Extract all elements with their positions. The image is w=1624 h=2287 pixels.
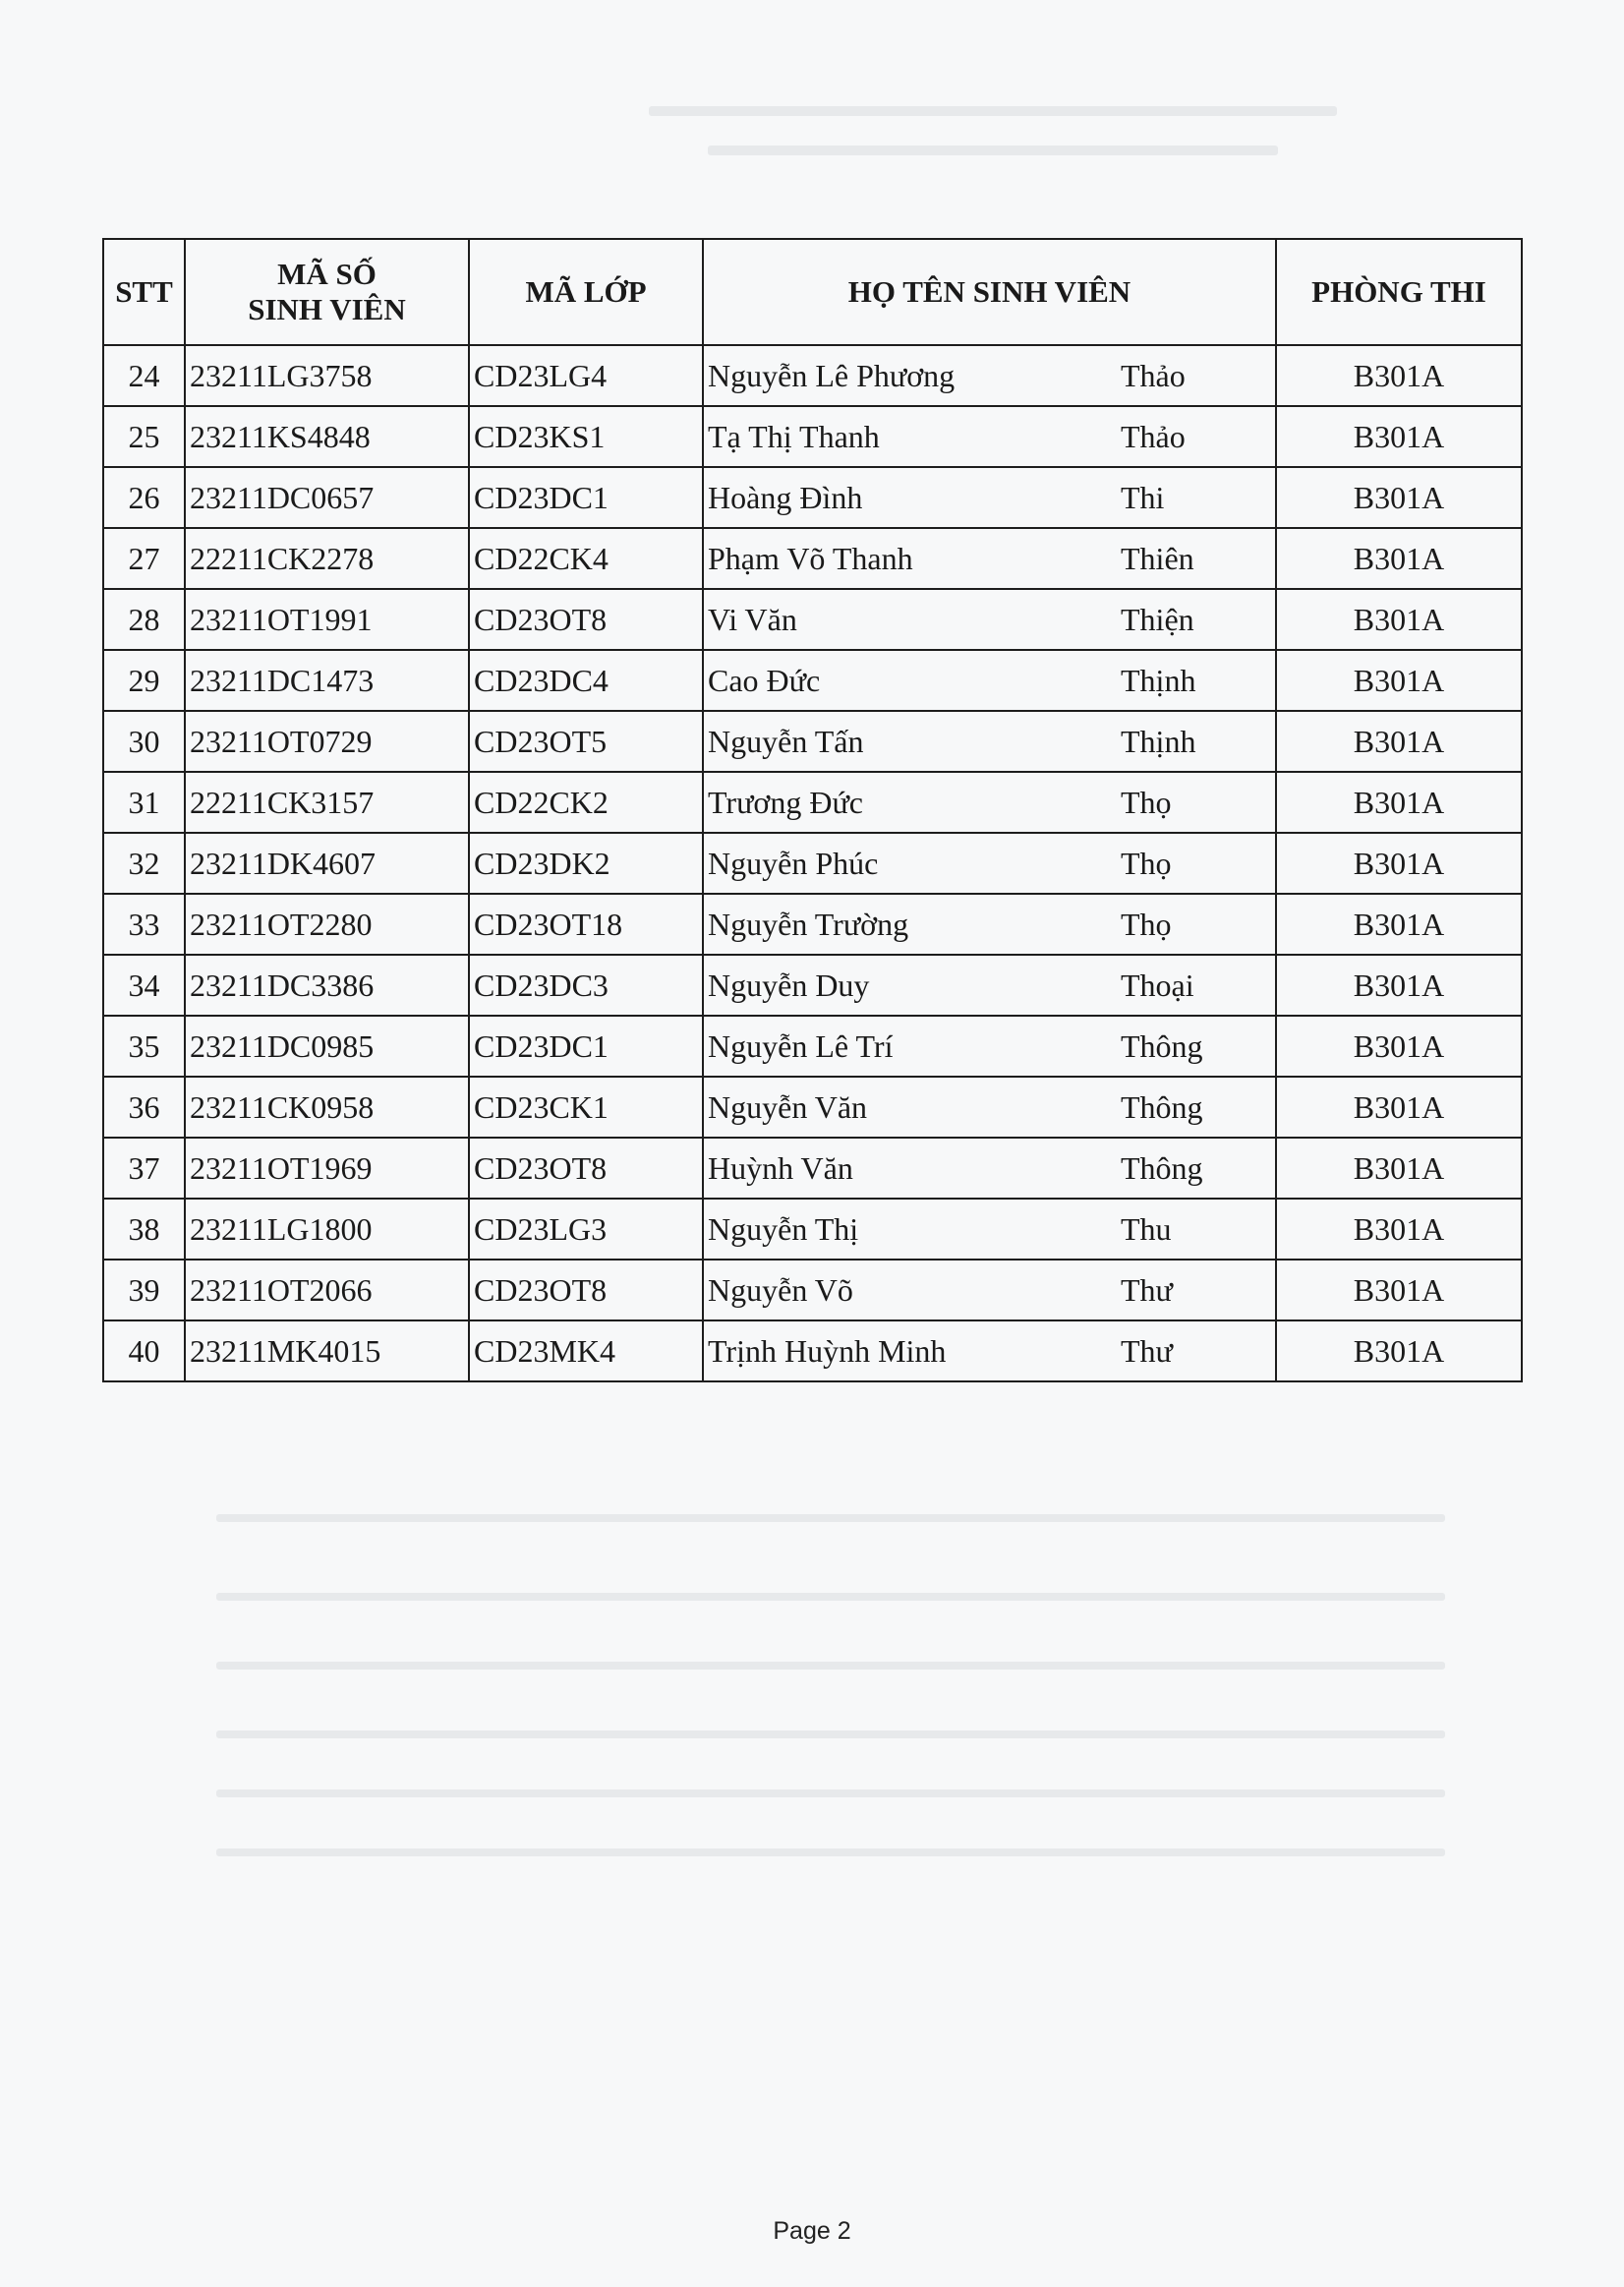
surname-middle-name: Nguyễn Văn <box>708 1088 868 1125</box>
given-name: Thọ <box>1121 784 1172 820</box>
cell-stt: 37 <box>103 1138 185 1199</box>
table-row <box>103 894 1522 955</box>
table-row <box>103 833 1522 894</box>
table-row <box>103 650 1522 711</box>
cell-exam-room: B301A <box>1276 1077 1522 1138</box>
cell-student-name <box>703 772 1276 833</box>
table-body <box>103 345 1522 1381</box>
cell-student-name <box>703 894 1276 955</box>
surname-middle-name: Trương Đức <box>708 784 863 820</box>
bleed-through-mark <box>216 1662 1445 1670</box>
cell-stt: 27 <box>103 528 185 589</box>
header-student-id <box>185 239 469 345</box>
cell-class-code: CD23MK4 <box>469 1320 703 1381</box>
cell-exam-room: B301A <box>1276 1016 1522 1077</box>
cell-student-name <box>703 955 1276 1016</box>
cell-student-name <box>703 1260 1276 1320</box>
table-row <box>103 1016 1522 1077</box>
given-name: Thọ <box>1121 845 1172 881</box>
cell-student-id: 23211DC0657 <box>185 467 469 528</box>
cell-stt: 31 <box>103 772 185 833</box>
cell-class-code: CD23OT18 <box>469 894 703 955</box>
header-student-name: HỌ TÊN SINH VIÊN <box>703 239 1276 345</box>
cell-student-id: 23211OT2280 <box>185 894 469 955</box>
bleed-through-mark <box>216 1593 1445 1601</box>
surname-middle-name: Nguyễn Tấn <box>708 723 864 759</box>
surname-middle-name: Nguyễn Võ <box>708 1271 853 1308</box>
cell-student-name <box>703 1016 1276 1077</box>
given-name: Thảo <box>1121 357 1186 393</box>
given-name: Thu <box>1121 1210 1172 1247</box>
given-name: Thiên <box>1121 540 1194 576</box>
header-row <box>103 239 1522 345</box>
cell-exam-room: B301A <box>1276 345 1522 406</box>
cell-student-name <box>703 467 1276 528</box>
cell-student-id: 23211MK4015 <box>185 1320 469 1381</box>
cell-student-id: 23211DC1473 <box>185 650 469 711</box>
given-name: Thư <box>1121 1271 1173 1308</box>
given-name: Thịnh <box>1121 662 1196 698</box>
cell-stt: 39 <box>103 1260 185 1320</box>
table-row <box>103 345 1522 406</box>
cell-stt: 38 <box>103 1199 185 1260</box>
cell-exam-room: B301A <box>1276 1199 1522 1260</box>
cell-student-name <box>703 345 1276 406</box>
cell-exam-room: B301A <box>1276 650 1522 711</box>
given-name: Thông <box>1121 1149 1203 1186</box>
header-class-code: MÃ LỚP <box>469 239 703 345</box>
surname-middle-name: Nguyễn Trường <box>708 906 909 942</box>
cell-stt: 24 <box>103 345 185 406</box>
cell-exam-room: B301A <box>1276 894 1522 955</box>
bleed-through-mark <box>216 1848 1445 1856</box>
cell-exam-room: B301A <box>1276 528 1522 589</box>
cell-exam-room: B301A <box>1276 589 1522 650</box>
cell-student-id: 23211DC3386 <box>185 955 469 1016</box>
table-row <box>103 711 1522 772</box>
cell-student-id: 23211OT1991 <box>185 589 469 650</box>
cell-student-id: 23211OT0729 <box>185 711 469 772</box>
cell-student-name <box>703 1199 1276 1260</box>
cell-exam-room: B301A <box>1276 467 1522 528</box>
cell-student-name <box>703 589 1276 650</box>
cell-class-code: CD23OT8 <box>469 1260 703 1320</box>
cell-student-id: 23211OT1969 <box>185 1138 469 1199</box>
given-name: Thảo <box>1121 418 1186 454</box>
bleed-through-mark <box>649 106 1337 116</box>
surname-middle-name: Nguyễn Thị <box>708 1210 859 1247</box>
cell-stt: 29 <box>103 650 185 711</box>
cell-stt: 36 <box>103 1077 185 1138</box>
surname-middle-name: Nguyễn Duy <box>708 967 870 1003</box>
cell-class-code: CD22CK4 <box>469 528 703 589</box>
table-row <box>103 467 1522 528</box>
given-name: Thoại <box>1121 967 1194 1003</box>
surname-middle-name: Huỳnh Văn <box>708 1149 853 1186</box>
table-row <box>103 1138 1522 1199</box>
cell-student-name <box>703 528 1276 589</box>
header-stt: STT <box>103 239 185 345</box>
cell-class-code: CD23DC3 <box>469 955 703 1016</box>
cell-exam-room: B301A <box>1276 1138 1522 1199</box>
header-student-id-line1: MÃ SỐ <box>277 257 377 292</box>
table-row <box>103 1320 1522 1381</box>
given-name: Thiện <box>1121 601 1194 637</box>
table-row <box>103 528 1522 589</box>
cell-student-name <box>703 711 1276 772</box>
surname-middle-name: Phạm Võ Thanh <box>708 540 913 576</box>
table-row <box>103 955 1522 1016</box>
table-row <box>103 772 1522 833</box>
surname-middle-name: Tạ Thị Thanh <box>708 418 880 454</box>
cell-class-code: CD23OT8 <box>469 1138 703 1199</box>
cell-student-id: 22211CK3157 <box>185 772 469 833</box>
bleed-through-mark <box>216 1514 1445 1522</box>
given-name: Thông <box>1121 1027 1203 1064</box>
cell-class-code: CD23LG4 <box>469 345 703 406</box>
cell-student-id: 23211DC0985 <box>185 1016 469 1077</box>
given-name: Thi <box>1121 479 1165 515</box>
cell-exam-room: B301A <box>1276 772 1522 833</box>
cell-exam-room: B301A <box>1276 955 1522 1016</box>
cell-class-code: CD23OT8 <box>469 589 703 650</box>
cell-student-id: 23211KS4848 <box>185 406 469 467</box>
cell-class-code: CD23DC1 <box>469 467 703 528</box>
cell-class-code: CD23DK2 <box>469 833 703 894</box>
bleed-through-mark <box>216 1730 1445 1738</box>
cell-stt: 28 <box>103 589 185 650</box>
exam-roster-table <box>102 238 1523 1382</box>
cell-class-code: CD23KS1 <box>469 406 703 467</box>
cell-student-name <box>703 1138 1276 1199</box>
surname-middle-name: Trịnh Huỳnh Minh <box>708 1332 947 1369</box>
cell-student-name <box>703 406 1276 467</box>
cell-exam-room: B301A <box>1276 1320 1522 1381</box>
cell-student-id: 23211DK4607 <box>185 833 469 894</box>
table-row <box>103 589 1522 650</box>
cell-stt: 35 <box>103 1016 185 1077</box>
table-row <box>103 1199 1522 1260</box>
table-header <box>103 239 1522 345</box>
cell-stt: 32 <box>103 833 185 894</box>
cell-class-code: CD23DC4 <box>469 650 703 711</box>
table-row <box>103 1077 1522 1138</box>
cell-stt: 34 <box>103 955 185 1016</box>
cell-student-name <box>703 1077 1276 1138</box>
bleed-through-mark <box>216 1789 1445 1797</box>
surname-middle-name: Nguyễn Lê Trí <box>708 1027 894 1064</box>
cell-exam-room: B301A <box>1276 711 1522 772</box>
bleed-through-mark <box>708 146 1278 155</box>
cell-stt: 25 <box>103 406 185 467</box>
given-name: Thịnh <box>1121 723 1196 759</box>
cell-student-id: 22211CK2278 <box>185 528 469 589</box>
cell-stt: 40 <box>103 1320 185 1381</box>
surname-middle-name: Hoàng Đình <box>708 479 863 515</box>
cell-exam-room: B301A <box>1276 833 1522 894</box>
surname-middle-name: Vi Văn <box>708 601 797 637</box>
surname-middle-name: Nguyễn Phúc <box>708 845 879 881</box>
surname-middle-name: Cao Đức <box>708 662 821 698</box>
page-number: Page 2 <box>773 2217 851 2245</box>
table-row <box>103 1260 1522 1320</box>
header-student-id-line2: SINH VIÊN <box>248 292 406 326</box>
cell-stt: 26 <box>103 467 185 528</box>
cell-student-name <box>703 833 1276 894</box>
cell-class-code: CD22CK2 <box>469 772 703 833</box>
cell-student-name <box>703 1320 1276 1381</box>
surname-middle-name: Nguyễn Lê Phương <box>708 357 956 393</box>
given-name: Thư <box>1121 1332 1173 1369</box>
cell-student-id: 23211OT2066 <box>185 1260 469 1320</box>
cell-exam-room: B301A <box>1276 406 1522 467</box>
header-exam-room: PHÒNG THI <box>1276 239 1522 345</box>
table-row <box>103 406 1522 467</box>
cell-class-code: CD23OT5 <box>469 711 703 772</box>
cell-stt: 33 <box>103 894 185 955</box>
cell-class-code: CD23CK1 <box>469 1077 703 1138</box>
cell-exam-room: B301A <box>1276 1260 1522 1320</box>
given-name: Thông <box>1121 1088 1203 1125</box>
cell-student-id: 23211LG3758 <box>185 345 469 406</box>
cell-stt: 30 <box>103 711 185 772</box>
cell-student-id: 23211CK0958 <box>185 1077 469 1138</box>
cell-class-code: CD23DC1 <box>469 1016 703 1077</box>
cell-student-name <box>703 650 1276 711</box>
given-name: Thọ <box>1121 906 1172 942</box>
cell-student-id: 23211LG1800 <box>185 1199 469 1260</box>
cell-class-code: CD23LG3 <box>469 1199 703 1260</box>
